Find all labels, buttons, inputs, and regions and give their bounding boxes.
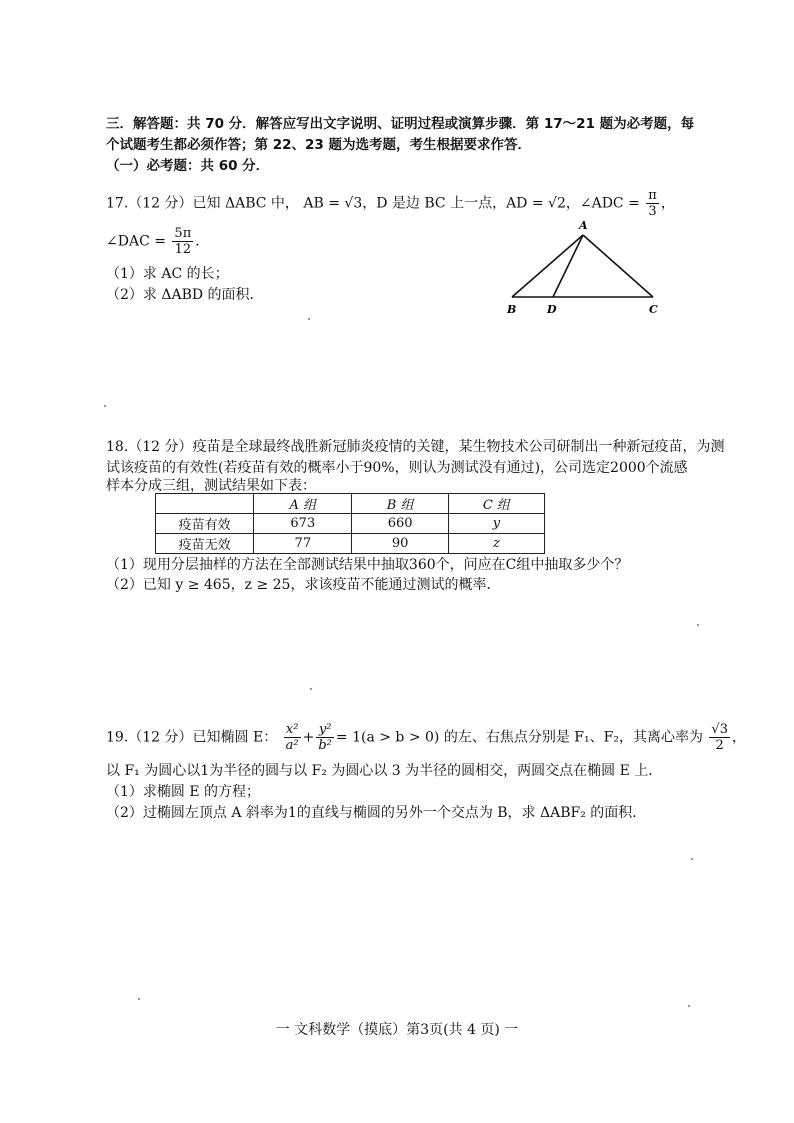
table-cell: 77 xyxy=(254,534,352,554)
q19-x-numerator: x² xyxy=(284,722,301,738)
segment-ab xyxy=(512,235,583,297)
q18-part1: （1）现用分层抽样的方法在全部测试结果中抽取360个，问应在C组中抽取多少个？ xyxy=(106,557,629,573)
page-footer: 一 文科数学（摸底）第3页(共 4 页) 一 xyxy=(275,1022,519,1038)
scan-speck xyxy=(138,998,140,1000)
table-row xyxy=(156,514,545,534)
q19-head: 19.（12 分）已知椭圆 E： xyxy=(106,729,278,746)
q18-line2: 试该疫苗的有效性(若疫苗有效的概率小于90%，则认为测试没有通过)，公司选定2000个流感 xyxy=(106,460,688,476)
q19-y-numerator: y² xyxy=(316,722,334,738)
q19-line2: 以 F₁ 为圆心以1为半径的圆与以 F₂ 为圆心以 3 为半径的圆相交，两圆交点在椭圆 E 上． xyxy=(106,763,663,779)
section-heading-line1: 三．解答题：共 70 分．解答应写出文字说明、证明过程或演算步骤．第 17～21 题为必考题，每 xyxy=(106,116,695,132)
scan-speck xyxy=(104,405,106,407)
q17-adc-denominator: 3 xyxy=(648,204,657,219)
scan-speck xyxy=(688,1005,690,1007)
q19-y-denominator: b² xyxy=(318,738,332,753)
q19-eq-tail: = 1(a > b > 0) 的左、右焦点分别是 F₁、F₂，其离心率为 xyxy=(335,729,703,746)
q17-conditions: AB = √3，D 是边 BC 上一点，AD = √2，∠ADC = xyxy=(303,195,640,212)
q17-adc-numerator: π xyxy=(648,188,657,203)
table-cell: 疫苗有效 xyxy=(156,514,254,534)
section-subheading: （一）必考题：共 60 分． xyxy=(106,158,270,174)
table-row xyxy=(156,534,545,554)
q19-x-denominator: a² xyxy=(285,738,299,753)
scan-speck xyxy=(308,318,310,320)
label-b: B xyxy=(507,303,517,316)
q17-statement: 17.（12 分）已知 ΔABC 中， AB = √3，D 是边 BC 上一点，AD = √2，∠ADC = $\frac{\pi}{3}$ ， xyxy=(106,188,675,219)
label-c: C xyxy=(649,303,658,316)
q19-ecc-fraction xyxy=(709,722,730,753)
triangle-figure xyxy=(498,214,668,320)
table-cell: 90 xyxy=(352,534,448,554)
q19-statement: 19.（12 分）已知椭圆 E： $\frac{\text{x²}}{\text{a²}}$ + $\frac{\text{y²}}{\text{b²}}$ = 1(a > b > 0) 的左、右焦点分别是 F₁、F₂，其离心率为 $\frac{√3}{2}$ ， xyxy=(106,722,746,753)
table-header-cell: C 组 xyxy=(448,494,544,514)
label-d: D xyxy=(547,303,557,316)
q19-part2: （2）过椭圆左顶点 A 斜率为1的直线与椭圆的另外一个交点为 B，求 ΔABF₂ 的面积． xyxy=(106,805,647,821)
table-header-cell: A 组 xyxy=(254,494,352,514)
q19-ecc-numerator: √3 xyxy=(711,722,728,737)
q19-ecc-denominator: 2 xyxy=(715,738,724,753)
q18-line3: 样本分成三组，测试结果如下表： xyxy=(106,478,316,494)
table-cell: z xyxy=(448,534,544,554)
table-cell: 疫苗无效 xyxy=(156,534,254,554)
section-heading-line2: 个试题考生都必须作答；第 22、23 题为选考题，考生根据要求作答． xyxy=(106,137,531,153)
label-a: A xyxy=(579,219,588,232)
segment-ad xyxy=(553,235,583,297)
q18-part2: （2）已知 y ≥ 465，z ≥ 25，求该疫苗不能通过测试的概率． xyxy=(106,577,501,593)
scan-speck xyxy=(310,688,312,690)
q17-head: 17.（12 分）已知 ΔABC 中， xyxy=(106,195,299,212)
scan-speck xyxy=(697,624,699,626)
q19-x-fraction xyxy=(284,722,301,753)
q18-result-table xyxy=(155,493,545,554)
q17-dac: ∠DAC = $\frac{5\pi}{12}$ ． xyxy=(106,226,210,257)
segment-ac xyxy=(583,235,653,297)
table-cell: 660 xyxy=(352,514,448,534)
table-cell: y xyxy=(448,514,544,534)
q17-dac-denominator: 12 xyxy=(174,242,192,257)
table-header-cell: B 组 xyxy=(352,494,448,514)
q17-dac-label: ∠DAC = xyxy=(106,233,166,250)
q17-part2: （2）求 ΔABD 的面积． xyxy=(106,287,264,303)
q17-dac-fraction xyxy=(172,226,193,257)
scan-speck xyxy=(691,858,693,860)
q19-y-fraction xyxy=(316,722,334,753)
q19-part1: （1）求椭圆 E 的方程； xyxy=(106,784,261,800)
q17-part1: （1）求 AC 的长； xyxy=(106,266,229,282)
table-cell: 673 xyxy=(254,514,352,534)
q18-line1: 18.（12 分）疫苗是全球最终战胜新冠肺炎疫情的关键，某生物技术公司研制出一种新冠疫苗，为测 xyxy=(106,439,725,455)
table-header-row xyxy=(156,494,545,514)
q17-dac-numerator: 5π xyxy=(174,226,192,241)
table-header-cell xyxy=(156,494,254,514)
